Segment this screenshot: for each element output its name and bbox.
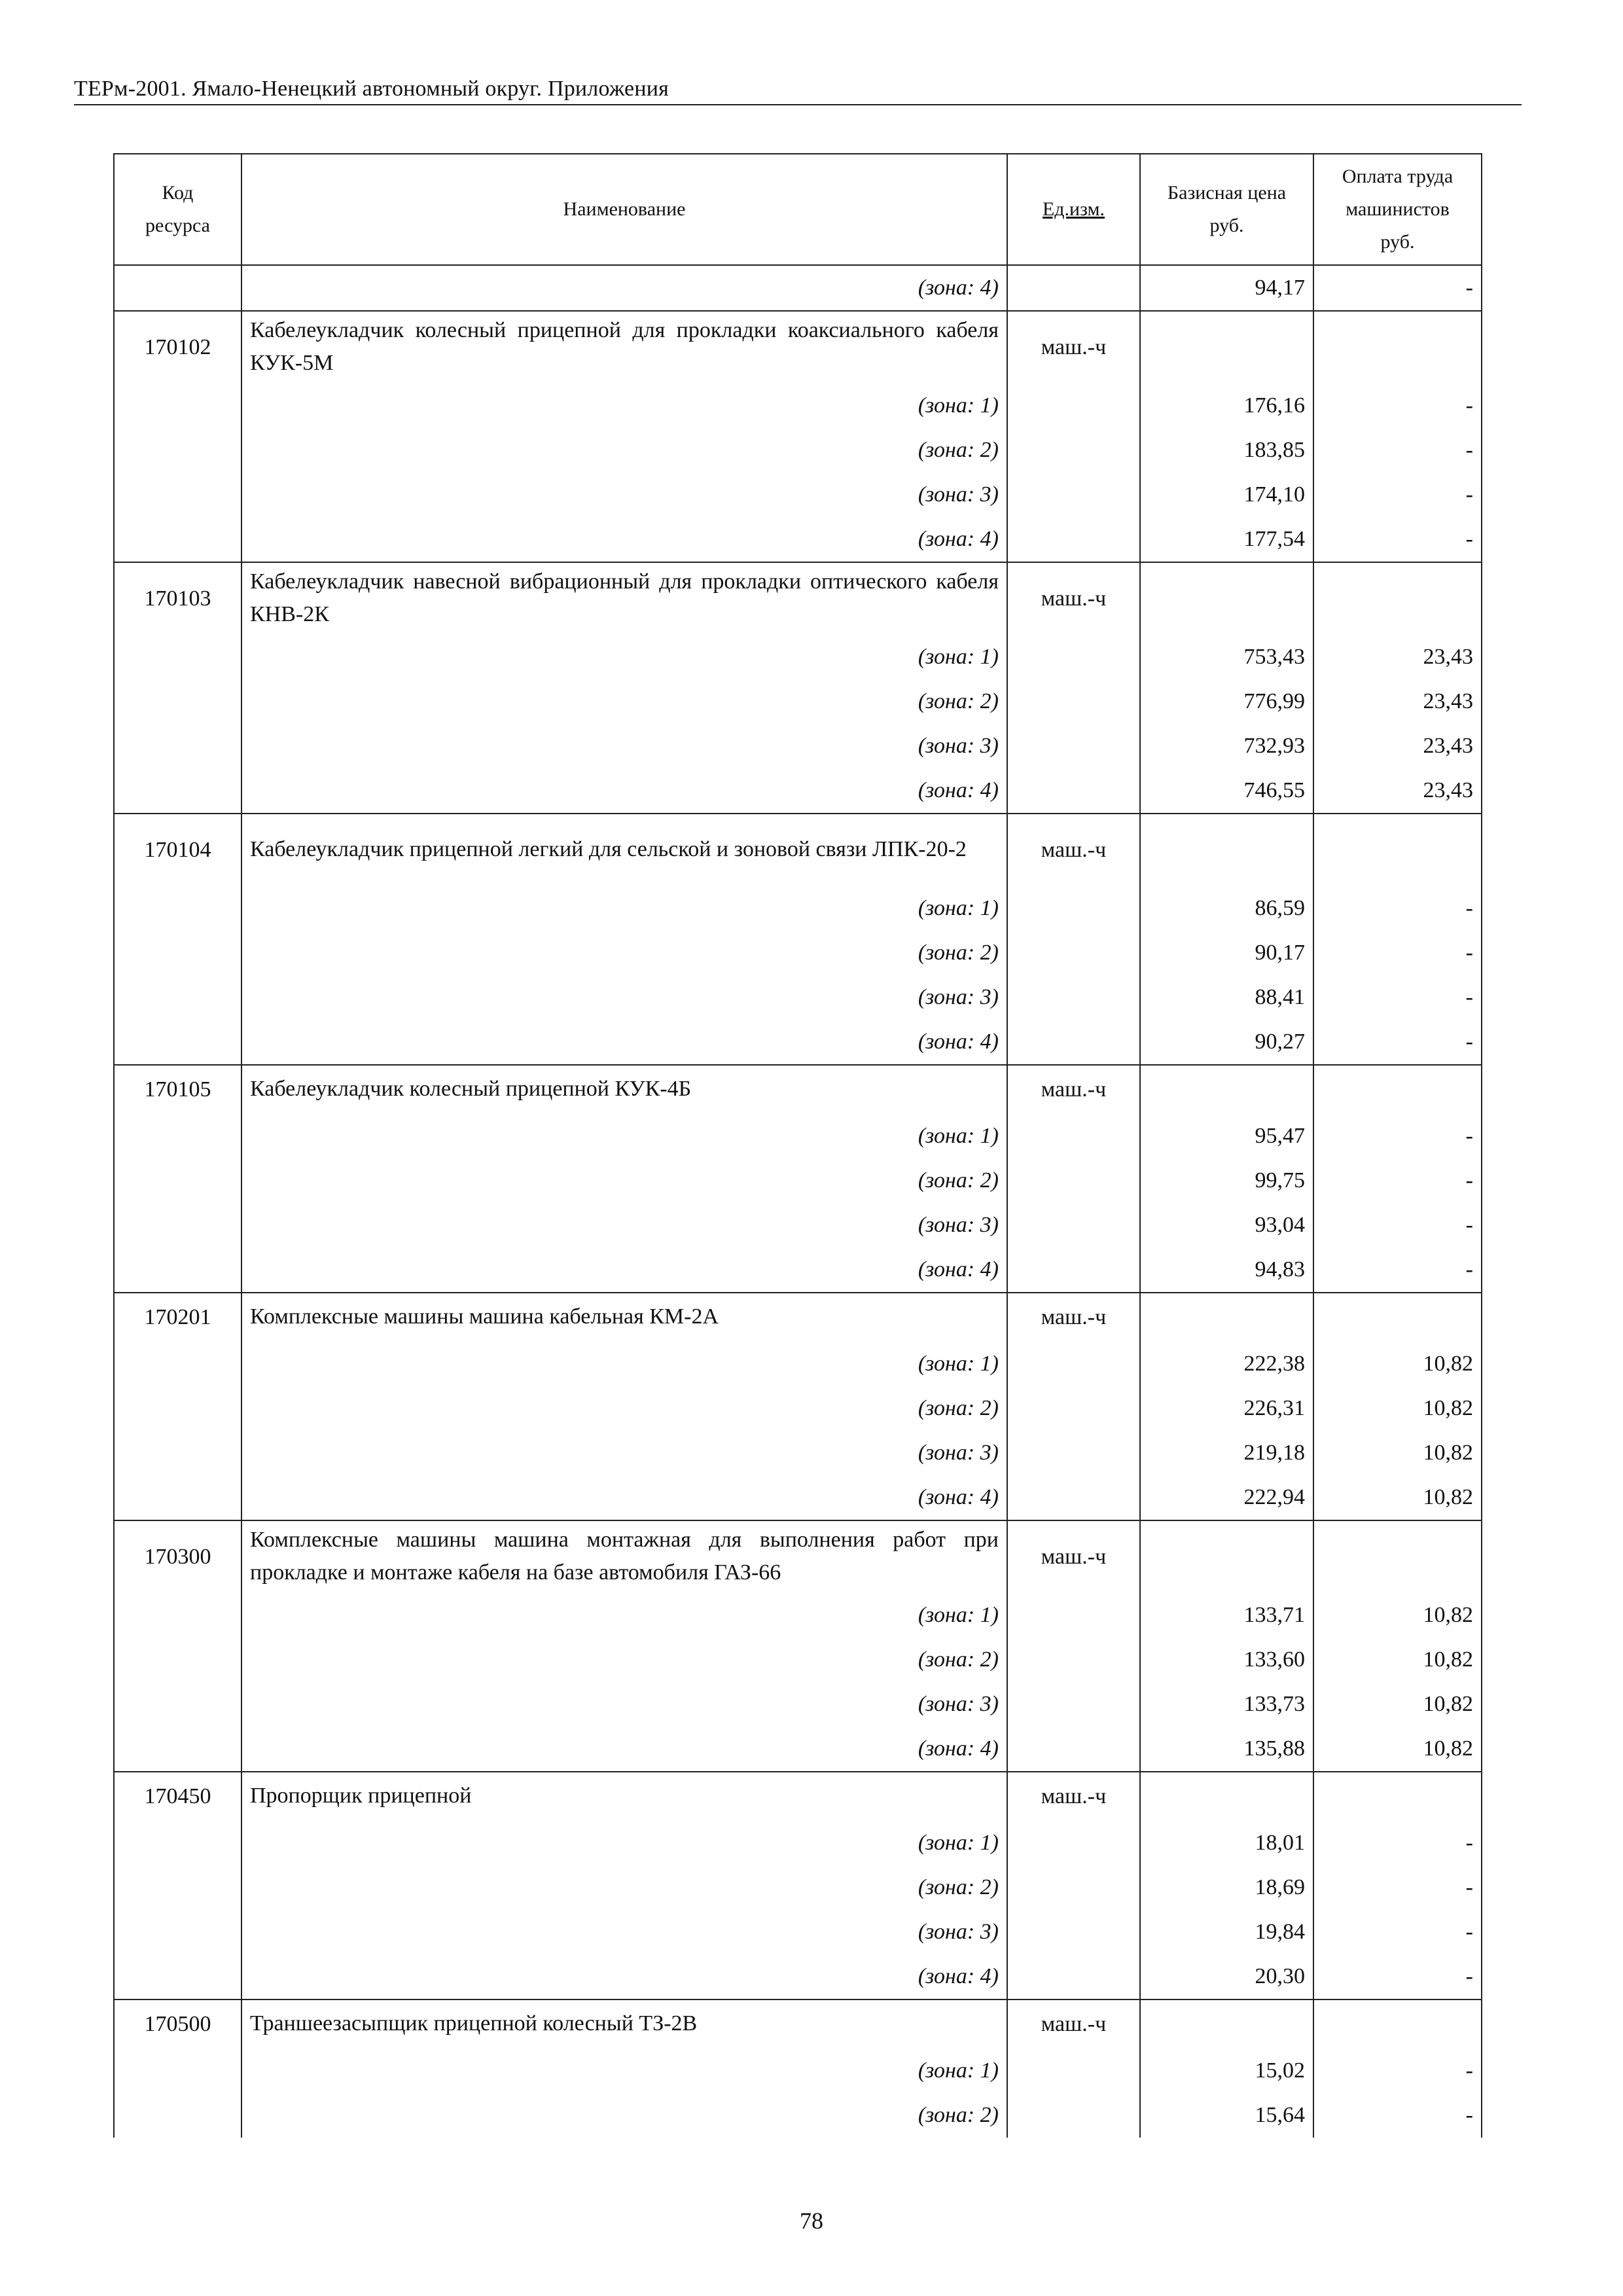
zone-price: 94,83 (1140, 1247, 1313, 1293)
zone-row (114, 384, 1482, 428)
zone-label: (зона: 1) (241, 384, 1007, 428)
zone-row (114, 1682, 1482, 1727)
unit-cell (1007, 635, 1140, 679)
price-cell (1140, 1293, 1313, 1342)
price-cell (1140, 2000, 1313, 2049)
code-cell (114, 1158, 241, 1203)
table-body (114, 265, 1482, 2138)
zone-label: (зона: 4) (241, 1020, 1007, 1065)
resource-row (114, 2000, 1482, 2049)
zone-row (114, 1386, 1482, 1431)
zone-row (114, 975, 1482, 1020)
zone-label: (зона: 1) (241, 1342, 1007, 1386)
resource-unit: маш.-ч (1007, 1065, 1140, 1114)
zone-row (114, 886, 1482, 931)
table-header-row (114, 154, 1482, 265)
pay-cell (1313, 1772, 1482, 1821)
unit-cell (1007, 724, 1140, 768)
zone-pay: - (1313, 1114, 1482, 1158)
zone-pay: 23,43 (1313, 724, 1482, 768)
page-header-title: ТЕРм-2001. Ямало-Ненецкий автономный округ. Приложения (74, 77, 669, 101)
zone-pay: - (1313, 428, 1482, 473)
unit-cell (1007, 473, 1140, 517)
zone-label: (зона: 2) (241, 428, 1007, 473)
price-cell (1140, 562, 1313, 635)
zone-price: 15,64 (1140, 2093, 1313, 2138)
table-row-continued (114, 265, 1482, 311)
column-header-price-line1: Базисная цена (1167, 182, 1287, 204)
code-cell (114, 428, 241, 473)
unit-cell (1007, 679, 1140, 724)
column-header-pay-line3: руб. (1380, 231, 1415, 253)
unit-cell (1007, 1475, 1140, 1520)
code-cell (114, 1386, 241, 1431)
resource-code: 170450 (114, 1772, 241, 1821)
zone-price: 90,27 (1140, 1020, 1313, 1065)
code-cell (114, 1475, 241, 1520)
resource-name: Пропорщик прицепной (241, 1772, 1007, 1821)
resource-name: Кабелеукладчик прицепной легкий для сельской и зоновой связи ЛПК-20-2 (241, 814, 1007, 886)
zone-price: 753,43 (1140, 635, 1313, 679)
code-cell (114, 1593, 241, 1638)
zone-pay: - (1313, 886, 1482, 931)
resource-unit: маш.-ч (1007, 562, 1140, 635)
code-cell (114, 517, 241, 562)
zone-price: 93,04 (1140, 1203, 1313, 1247)
code-cell (114, 1247, 241, 1293)
resource-row (114, 1293, 1482, 1342)
pay-cell: - (1313, 265, 1482, 311)
zone-price: 133,73 (1140, 1682, 1313, 1727)
zone-pay: - (1313, 1203, 1482, 1247)
unit-cell (1007, 931, 1140, 975)
resource-unit: маш.-ч (1007, 2000, 1140, 2049)
zone-row (114, 724, 1482, 768)
resource-code: 170103 (114, 562, 241, 635)
unit-cell (1007, 2049, 1140, 2093)
column-header-pay-line1: Оплата труда (1342, 166, 1454, 187)
zone-label: (зона: 4) (241, 1475, 1007, 1520)
zone-label: (зона: 2) (241, 1386, 1007, 1431)
zone-label: (зона: 2) (241, 2093, 1007, 2138)
resource-row (114, 1065, 1482, 1114)
zone-label: (зона: 2) (241, 1865, 1007, 1910)
resource-name: Кабелеукладчик навесной вибрационный для прокладки оптического кабеля КНВ-2К (241, 562, 1007, 635)
resource-code: 170201 (114, 1293, 241, 1342)
zone-price: 18,69 (1140, 1865, 1313, 1910)
zone-pay: - (1313, 2093, 1482, 2138)
zone-row (114, 1821, 1482, 1865)
zone-price: 86,59 (1140, 886, 1313, 931)
unit-cell (1007, 384, 1140, 428)
code-cell (114, 1727, 241, 1772)
zone-row (114, 635, 1482, 679)
code-cell (114, 1020, 241, 1065)
resource-unit: маш.-ч (1007, 311, 1140, 384)
pay-cell (1313, 1293, 1482, 1342)
unit-cell (1007, 1158, 1140, 1203)
zone-pay: - (1313, 975, 1482, 1020)
zone-pay: - (1313, 473, 1482, 517)
column-header-code-line1: Код (162, 182, 194, 204)
zone-price: 183,85 (1140, 428, 1313, 473)
code-cell (114, 1682, 241, 1727)
zone-pay: - (1313, 931, 1482, 975)
zone-price: 174,10 (1140, 473, 1313, 517)
zone-row (114, 1475, 1482, 1520)
zone-row (114, 2049, 1482, 2093)
zone-row (114, 1727, 1482, 1772)
resource-code: 170104 (114, 814, 241, 886)
zone-pay: - (1313, 1247, 1482, 1293)
column-header-price (1140, 154, 1313, 265)
zone-label: (зона: 3) (241, 1431, 1007, 1475)
resource-row (114, 814, 1482, 886)
zone-pay: 10,82 (1313, 1727, 1482, 1772)
unit-cell (1007, 1682, 1140, 1727)
code-cell (114, 384, 241, 428)
code-cell (114, 975, 241, 1020)
zone-price: 15,02 (1140, 2049, 1313, 2093)
unit-cell (1007, 1954, 1140, 2000)
zone-row (114, 473, 1482, 517)
zone-pay: 23,43 (1313, 768, 1482, 814)
zone-label: (зона: 3) (241, 724, 1007, 768)
price-cell (1140, 1520, 1313, 1593)
unit-cell (1007, 1203, 1140, 1247)
code-cell (114, 265, 241, 311)
zone-price: 19,84 (1140, 1910, 1313, 1954)
zone-price: 99,75 (1140, 1158, 1313, 1203)
code-cell (114, 635, 241, 679)
header-divider (74, 104, 1522, 105)
unit-cell (1007, 428, 1140, 473)
unit-cell (1007, 1910, 1140, 1954)
zone-label: (зона: 3) (241, 1682, 1007, 1727)
resource-unit: маш.-ч (1007, 1293, 1140, 1342)
unit-cell (1007, 1727, 1140, 1772)
zone-pay: 10,82 (1313, 1475, 1482, 1520)
zone-price: 90,17 (1140, 931, 1313, 975)
zone-row (114, 2093, 1482, 2138)
code-cell (114, 1342, 241, 1386)
zone-row (114, 768, 1482, 814)
zone-label: (зона: 4) (241, 517, 1007, 562)
pay-cell (1313, 814, 1482, 886)
zone-label: (зона: 1) (241, 886, 1007, 931)
zone-row (114, 428, 1482, 473)
zone-price: 219,18 (1140, 1431, 1313, 1475)
zone-label: (зона: 1) (241, 1593, 1007, 1638)
unit-cell (1007, 1247, 1140, 1293)
code-cell (114, 1954, 241, 2000)
zone-row (114, 1593, 1482, 1638)
unit-cell (1007, 1865, 1140, 1910)
zone-price: 177,54 (1140, 517, 1313, 562)
zone-pay: 10,82 (1313, 1593, 1482, 1638)
code-cell (114, 1114, 241, 1158)
price-cell (1140, 814, 1313, 886)
zone-row (114, 1114, 1482, 1158)
zone-label: (зона: 2) (241, 1158, 1007, 1203)
resource-unit: маш.-ч (1007, 1772, 1140, 1821)
code-cell (114, 679, 241, 724)
unit-cell (1007, 1020, 1140, 1065)
unit-cell (1007, 1342, 1140, 1386)
resource-code: 170500 (114, 2000, 241, 2049)
zone-label: (зона: 3) (241, 1910, 1007, 1954)
zone-price: 20,30 (1140, 1954, 1313, 2000)
unit-cell (1007, 1593, 1140, 1638)
zone-label: (зона: 4) (241, 1727, 1007, 1772)
zone-label: (зона: 4) (241, 1247, 1007, 1293)
column-header-code-line2: ресурса (145, 215, 210, 236)
zone-pay: - (1313, 1954, 1482, 2000)
zone-pay: - (1313, 1910, 1482, 1954)
unit-cell (1007, 517, 1140, 562)
zone-row (114, 679, 1482, 724)
zone-label: (зона: 2) (241, 1638, 1007, 1682)
code-cell (114, 2093, 241, 2138)
zone-pay: - (1313, 2049, 1482, 2093)
zone-price: 133,71 (1140, 1593, 1313, 1638)
zone-pay: - (1313, 1821, 1482, 1865)
zone-price: 732,93 (1140, 724, 1313, 768)
pay-cell (1313, 1065, 1482, 1114)
zone-pay: - (1313, 1158, 1482, 1203)
code-cell (114, 886, 241, 931)
resource-code: 170105 (114, 1065, 241, 1114)
zone-price: 176,16 (1140, 384, 1313, 428)
zone-pay: 23,43 (1313, 679, 1482, 724)
pay-cell (1313, 311, 1482, 384)
zone-label: (зона: 4) (241, 1954, 1007, 2000)
zone-row (114, 1910, 1482, 1954)
zone-label: (зона: 1) (241, 1821, 1007, 1865)
code-cell (114, 1821, 241, 1865)
unit-cell (1007, 2093, 1140, 2138)
code-cell (114, 1638, 241, 1682)
resource-row (114, 1772, 1482, 1821)
zone-pay: 10,82 (1313, 1431, 1482, 1475)
resource-name: Кабелеукладчик колесный прицепной для прокладки коаксиального кабеля КУК-5М (241, 311, 1007, 384)
code-cell (114, 1431, 241, 1475)
zone-pay: - (1313, 517, 1482, 562)
price-cell (1140, 311, 1313, 384)
zone-row (114, 1203, 1482, 1247)
code-cell (114, 768, 241, 814)
column-header-code (114, 154, 241, 265)
zone-row (114, 1342, 1482, 1386)
zone-price: 95,47 (1140, 1114, 1313, 1158)
code-cell (114, 931, 241, 975)
zone-price: 133,60 (1140, 1638, 1313, 1682)
zone-label: (зона: 4) (241, 768, 1007, 814)
unit-cell (1007, 1431, 1140, 1475)
zone-price: 135,88 (1140, 1727, 1313, 1772)
resource-name: Траншеезасыпщик прицепной колесный ТЗ-2В (241, 2000, 1007, 2049)
zone-label: (зона: 1) (241, 635, 1007, 679)
zone-label: (зона: 1) (241, 2049, 1007, 2093)
code-cell (114, 2049, 241, 2093)
zone-cell: (зона: 4) (241, 265, 1007, 311)
pay-cell (1313, 1520, 1482, 1593)
zone-pay: 10,82 (1313, 1682, 1482, 1727)
resource-unit: маш.-ч (1007, 1520, 1140, 1593)
column-header-unit-label: Ед.изм. (1042, 198, 1105, 220)
price-cell: 94,17 (1140, 265, 1313, 311)
resource-code: 170300 (114, 1520, 241, 1593)
unit-cell (1007, 1386, 1140, 1431)
resource-row (114, 1520, 1482, 1593)
code-cell (114, 1203, 241, 1247)
code-cell (114, 1910, 241, 1954)
code-cell (114, 473, 241, 517)
zone-price: 776,99 (1140, 679, 1313, 724)
unit-cell (1007, 1821, 1140, 1865)
pay-cell (1313, 562, 1482, 635)
zone-price: 18,01 (1140, 1821, 1313, 1865)
zone-row (114, 1158, 1482, 1203)
zone-pay: 23,43 (1313, 635, 1482, 679)
column-header-unit (1007, 154, 1140, 265)
unit-cell (1007, 1114, 1140, 1158)
resource-row (114, 562, 1482, 635)
column-header-price-line2: руб. (1209, 215, 1244, 236)
page-number: 78 (800, 2208, 823, 2234)
column-header-pay-line2: машинистов (1346, 198, 1450, 220)
pay-cell (1313, 2000, 1482, 2049)
zone-row (114, 1431, 1482, 1475)
zone-row (114, 1865, 1482, 1910)
zone-label: (зона: 3) (241, 473, 1007, 517)
zone-pay: 10,82 (1313, 1638, 1482, 1682)
zone-row (114, 517, 1482, 562)
resource-name: Комплексные машины машина кабельная КМ-2А (241, 1293, 1007, 1342)
zone-pay: 10,82 (1313, 1386, 1482, 1431)
zone-pay: - (1313, 1020, 1482, 1065)
resource-name: Кабелеукладчик колесный прицепной КУК-4Б (241, 1065, 1007, 1114)
unit-cell (1007, 265, 1140, 311)
zone-row (114, 1247, 1482, 1293)
zone-label: (зона: 3) (241, 975, 1007, 1020)
code-cell (114, 724, 241, 768)
zone-row (114, 1954, 1482, 2000)
zone-price: 222,38 (1140, 1342, 1313, 1386)
zone-pay: - (1313, 1865, 1482, 1910)
zone-label: (зона: 1) (241, 1114, 1007, 1158)
zone-label: (зона: 3) (241, 1203, 1007, 1247)
resource-code: 170102 (114, 311, 241, 384)
resource-name: Комплексные машины машина монтажная для выполнения работ при прокладке и монтаже кабеля на базе автомобиля ГАЗ-66 (241, 1520, 1007, 1593)
zone-row (114, 931, 1482, 975)
zone-price: 746,55 (1140, 768, 1313, 814)
resource-price-table (113, 153, 1482, 2138)
column-header-pay (1313, 154, 1482, 265)
zone-pay: 10,82 (1313, 1342, 1482, 1386)
unit-cell (1007, 975, 1140, 1020)
unit-cell (1007, 886, 1140, 931)
zone-label: (зона: 2) (241, 679, 1007, 724)
resource-unit: маш.-ч (1007, 814, 1140, 886)
zone-row (114, 1638, 1482, 1682)
column-header-name: Наименование (241, 154, 1007, 265)
zone-price: 226,31 (1140, 1386, 1313, 1431)
zone-row (114, 1020, 1482, 1065)
unit-cell (1007, 768, 1140, 814)
code-cell (114, 1865, 241, 1910)
zone-price: 88,41 (1140, 975, 1313, 1020)
unit-cell (1007, 1638, 1140, 1682)
price-cell (1140, 1772, 1313, 1821)
resource-row (114, 311, 1482, 384)
price-cell (1140, 1065, 1313, 1114)
zone-pay: - (1313, 384, 1482, 428)
zone-label: (зона: 2) (241, 931, 1007, 975)
zone-price: 222,94 (1140, 1475, 1313, 1520)
